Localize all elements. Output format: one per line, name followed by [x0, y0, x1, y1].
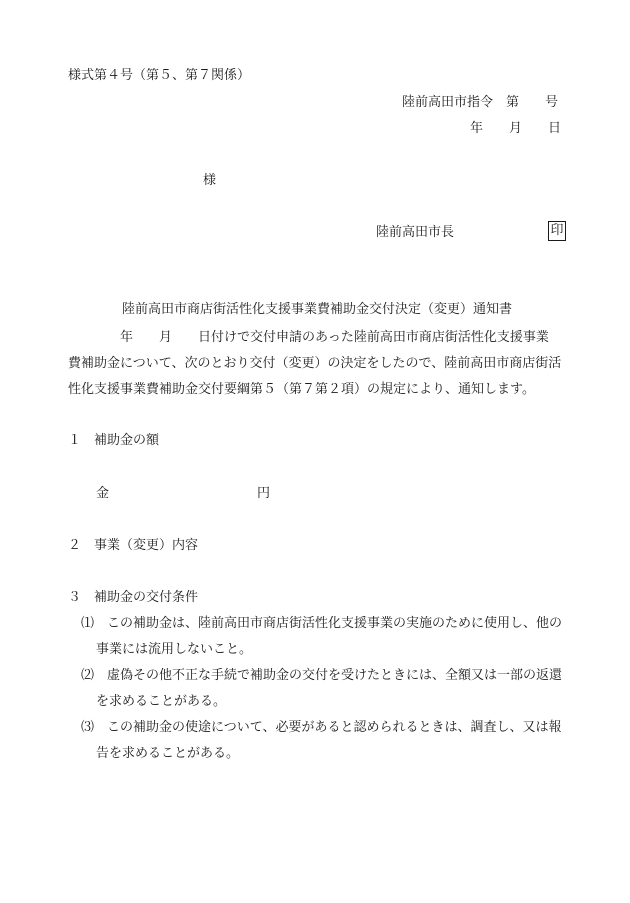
addressee-suffix: 様 [203, 173, 217, 188]
section-3-heading: ３ 補助金の交付条件 [68, 590, 199, 605]
issuer-name: 陸前高田市長 [376, 225, 455, 240]
document-title: 陸前高田市商店街活性化支援事業費補助金交付決定（変更）通知書 [122, 302, 513, 317]
section-1-heading: １ 補助金の額 [68, 433, 160, 448]
date-line: 年 月 日 [470, 121, 562, 136]
body-line-1: 年 月 日付けで交付申請のあった陸前高田市商店街活性化支援事業 [68, 330, 549, 345]
body-line-3: 性化支援事業費補助金交付要綱第５（第７第２項）の規定により、通知します。 [68, 382, 535, 397]
condition-3-line-2: 告を求めることがある。 [96, 746, 240, 761]
condition-1-line-1: ⑴ この補助金は、陸前高田市商店街活性化支援事業の実施のために使用し、他の [81, 616, 563, 631]
body-line-2: 費補助金について、次のとおり交付（変更）の決定をしたので、陸前高田市商店街活 [68, 356, 562, 371]
condition-2-line-2: を求めることがある。 [96, 694, 227, 709]
issuer-reference: 陸前高田市指令 第 号 [402, 95, 559, 110]
amount-unit: 円 [257, 486, 271, 501]
seal-stamp: 印 [548, 221, 566, 241]
condition-3-line-1: ⑶ この補助金の使途について、必要があると認められるときは、調査し、又は報 [81, 720, 562, 735]
form-number: 様式第４号（第５、第７関係） [68, 68, 251, 83]
condition-2-line-1: ⑵ 虚偽その他不正な手続で補助金の交付を受けたときには、全額又は一部の返還 [81, 668, 563, 683]
section-2-heading: ２ 事業（変更）内容 [68, 538, 199, 553]
amount-prefix: 金 [96, 486, 110, 501]
condition-1-line-2: 事業には流用しないこと。 [96, 642, 253, 657]
